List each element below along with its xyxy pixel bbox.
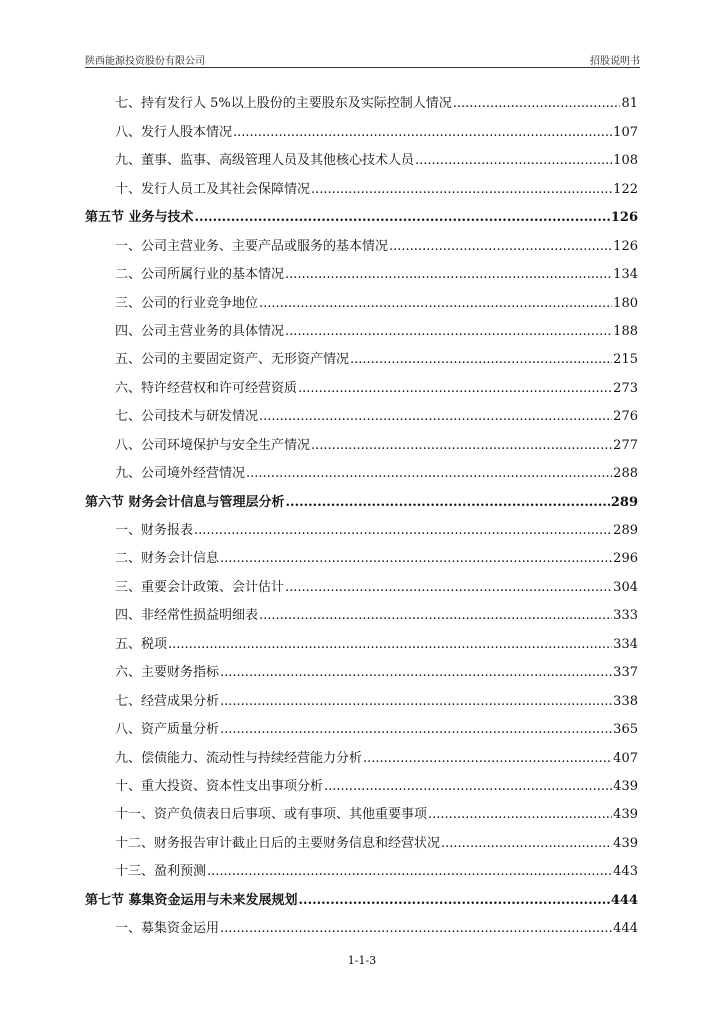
toc-dot-leader — [194, 523, 612, 539]
toc-page-number: 188 — [613, 323, 638, 339]
toc-dot-leader — [168, 637, 612, 653]
toc-entry-title: 十二、财务报告审计截止日后的主要财务信息和经营状况 — [115, 835, 441, 851]
toc-entry-title: 四、非经常性损益明细表 — [115, 608, 259, 624]
toc-page-number: 444 — [613, 921, 638, 937]
toc-dot-leader — [220, 722, 612, 738]
table-of-contents — [85, 84, 638, 937]
toc-dot-leader — [324, 779, 612, 795]
page-header — [85, 52, 640, 68]
toc-entry-row[interactable] — [85, 340, 638, 368]
toc-entry-row[interactable] — [85, 710, 638, 738]
toc-page-number: 337 — [613, 665, 638, 681]
toc-entry-title: 三、公司的行业竞争地位 — [115, 295, 259, 311]
toc-entry-title: 一、募集资金运用 — [115, 921, 220, 937]
toc-entry-row[interactable] — [85, 738, 638, 766]
toc-page-number: 215 — [613, 352, 638, 368]
toc-section-row[interactable] — [85, 880, 638, 908]
toc-page-number: 444 — [610, 892, 638, 908]
toc-entry-row[interactable] — [85, 681, 638, 709]
toc-page-number: 126 — [610, 210, 638, 226]
toc-entry-row[interactable] — [85, 767, 638, 795]
toc-page-number: 134 — [613, 267, 638, 283]
toc-page-number: 439 — [613, 835, 638, 851]
toc-dot-leader — [311, 438, 612, 454]
toc-entry-row[interactable] — [85, 909, 638, 937]
toc-entry-title: 九、公司境外经营情况 — [115, 466, 246, 482]
toc-dot-leader — [286, 495, 610, 511]
toc-entry-title: 八、公司环境保护与安全生产情况 — [115, 437, 311, 453]
toc-entry-row[interactable] — [85, 823, 638, 851]
toc-page-number: 289 — [610, 494, 638, 510]
toc-entry-row[interactable] — [85, 368, 638, 396]
toc-section-row[interactable] — [85, 482, 638, 510]
toc-entry-title: 八、发行人股本情况 — [115, 124, 233, 140]
toc-dot-leader — [246, 466, 612, 482]
toc-entry-title: 六、主要财务指标 — [115, 665, 220, 681]
toc-entry-row[interactable] — [85, 397, 638, 425]
toc-entry-row[interactable] — [85, 539, 638, 567]
toc-entry-title: 五、税项 — [115, 636, 168, 652]
toc-entry-title: 四、公司主营业务的具体情况 — [115, 323, 285, 339]
toc-entry-title: 第六节 财务会计信息与管理层分析 — [85, 494, 285, 510]
toc-entry-row[interactable] — [85, 112, 638, 140]
toc-dot-leader — [299, 893, 610, 909]
toc-dot-leader — [220, 921, 612, 937]
toc-dot-leader — [453, 96, 621, 112]
toc-page-number: 333 — [613, 608, 638, 624]
toc-entry-title: 七、经营成果分析 — [115, 693, 220, 709]
toc-dot-leader — [195, 210, 610, 226]
toc-entry-title: 三、重要会计政策、会计估计 — [115, 579, 285, 595]
toc-entry-row[interactable] — [85, 567, 638, 595]
toc-page-number: 296 — [613, 551, 638, 567]
toc-dot-leader — [220, 551, 612, 567]
toc-page-number: 365 — [613, 722, 638, 738]
toc-entry-title: 十一、资产负债表日后事项、或有事项、其他重要事项 — [115, 807, 428, 823]
toc-entry-row[interactable] — [85, 596, 638, 624]
toc-entry-title: 七、持有发行人 5%以上股份的主要股东及实际控制人情况 — [115, 96, 452, 112]
toc-entry-title: 九、董事、监事、高级管理人员及其他核心技术人员 — [115, 153, 415, 169]
toc-page-number: 126 — [613, 238, 638, 254]
toc-dot-leader — [207, 864, 612, 880]
toc-entry-title: 七、公司技术与研发情况 — [115, 409, 259, 425]
toc-dot-leader — [311, 182, 612, 198]
toc-page-number: 439 — [613, 778, 638, 794]
toc-page-number: 443 — [613, 864, 638, 880]
toc-entry-row[interactable] — [85, 425, 638, 453]
toc-dot-leader — [363, 751, 612, 767]
toc-page-number: 81 — [621, 96, 638, 112]
toc-dot-leader — [285, 324, 612, 340]
toc-dot-leader — [233, 125, 612, 141]
toc-page-number: 407 — [613, 750, 638, 766]
toc-entry-title: 十、发行人员工及其社会保障情况 — [115, 181, 311, 197]
toc-entry-title: 八、资产质量分析 — [115, 722, 220, 738]
toc-entry-row[interactable] — [85, 852, 638, 880]
toc-section-row[interactable] — [85, 198, 638, 226]
toc-entry-title: 一、财务报表 — [115, 523, 194, 538]
toc-page-number: 122 — [613, 181, 638, 197]
toc-entry-title: 六、特许经营权和许可经营资质 — [115, 380, 298, 396]
toc-page-number: 288 — [613, 466, 638, 482]
toc-page-number: 107 — [613, 124, 638, 140]
header-company-name: 陕西能源投资股份有限公司 — [85, 56, 205, 67]
toc-dot-leader — [441, 836, 612, 852]
toc-entry-row[interactable] — [85, 84, 638, 112]
toc-dot-leader — [415, 153, 612, 169]
toc-page-number: 276 — [613, 409, 638, 425]
toc-entry-row[interactable] — [85, 283, 638, 311]
toc-entry-title: 十、重大投资、资本性支出事项分析 — [115, 778, 324, 794]
toc-entry-row[interactable] — [85, 795, 638, 823]
toc-page-number: 108 — [613, 153, 638, 169]
toc-dot-leader — [298, 381, 612, 397]
toc-dot-leader — [428, 807, 612, 823]
toc-entry-title: 二、财务会计信息 — [115, 551, 220, 567]
toc-entry-title: 第七节 募集资金运用与未来发展规划 — [85, 892, 298, 908]
toc-page-number: 180 — [613, 295, 638, 311]
toc-entry-title: 一、公司主营业务、主要产品或服务的基本情况 — [115, 238, 389, 254]
toc-entry-row[interactable] — [85, 312, 638, 340]
toc-page-number: 338 — [613, 693, 638, 709]
toc-entry-title: 二、公司所属行业的基本情况 — [115, 267, 285, 283]
toc-page-number: 439 — [613, 807, 638, 823]
toc-entry-row[interactable] — [85, 141, 638, 169]
toc-dot-leader — [389, 239, 612, 255]
toc-entry-row[interactable] — [85, 454, 638, 482]
toc-entry-row[interactable] — [85, 624, 638, 652]
toc-page-number: 289 — [613, 523, 638, 538]
toc-entry-title: 十三、盈利预测 — [115, 864, 207, 880]
page-number: 1-1-3 — [347, 954, 377, 967]
toc-entry-row[interactable] — [85, 226, 638, 254]
toc-entry-row[interactable] — [85, 653, 638, 681]
toc-entry-row[interactable] — [85, 255, 638, 283]
toc-dot-leader — [220, 694, 612, 710]
toc-dot-leader — [259, 409, 612, 425]
toc-dot-leader — [285, 580, 612, 596]
toc-dot-leader — [220, 665, 612, 681]
toc-page-number: 273 — [613, 380, 638, 396]
toc-entry-row[interactable] — [85, 169, 638, 197]
toc-page-number: 304 — [613, 579, 638, 595]
toc-entry-title: 九、偿债能力、流动性与持续经营能力分析 — [115, 750, 363, 766]
header-document-title: 招股说明书 — [590, 56, 640, 67]
toc-dot-leader — [285, 267, 612, 283]
toc-dot-leader — [259, 296, 612, 312]
toc-dot-leader — [350, 352, 612, 368]
toc-entry-row[interactable] — [85, 511, 638, 539]
toc-entry-title: 五、公司的主要固定资产、无形资产情况 — [115, 352, 350, 368]
toc-page-number: 334 — [613, 636, 638, 652]
toc-entry-title: 第五节 业务与技术 — [85, 210, 194, 226]
toc-dot-leader — [259, 608, 612, 624]
header-divider — [85, 67, 640, 68]
toc-page-number: 277 — [613, 437, 638, 453]
